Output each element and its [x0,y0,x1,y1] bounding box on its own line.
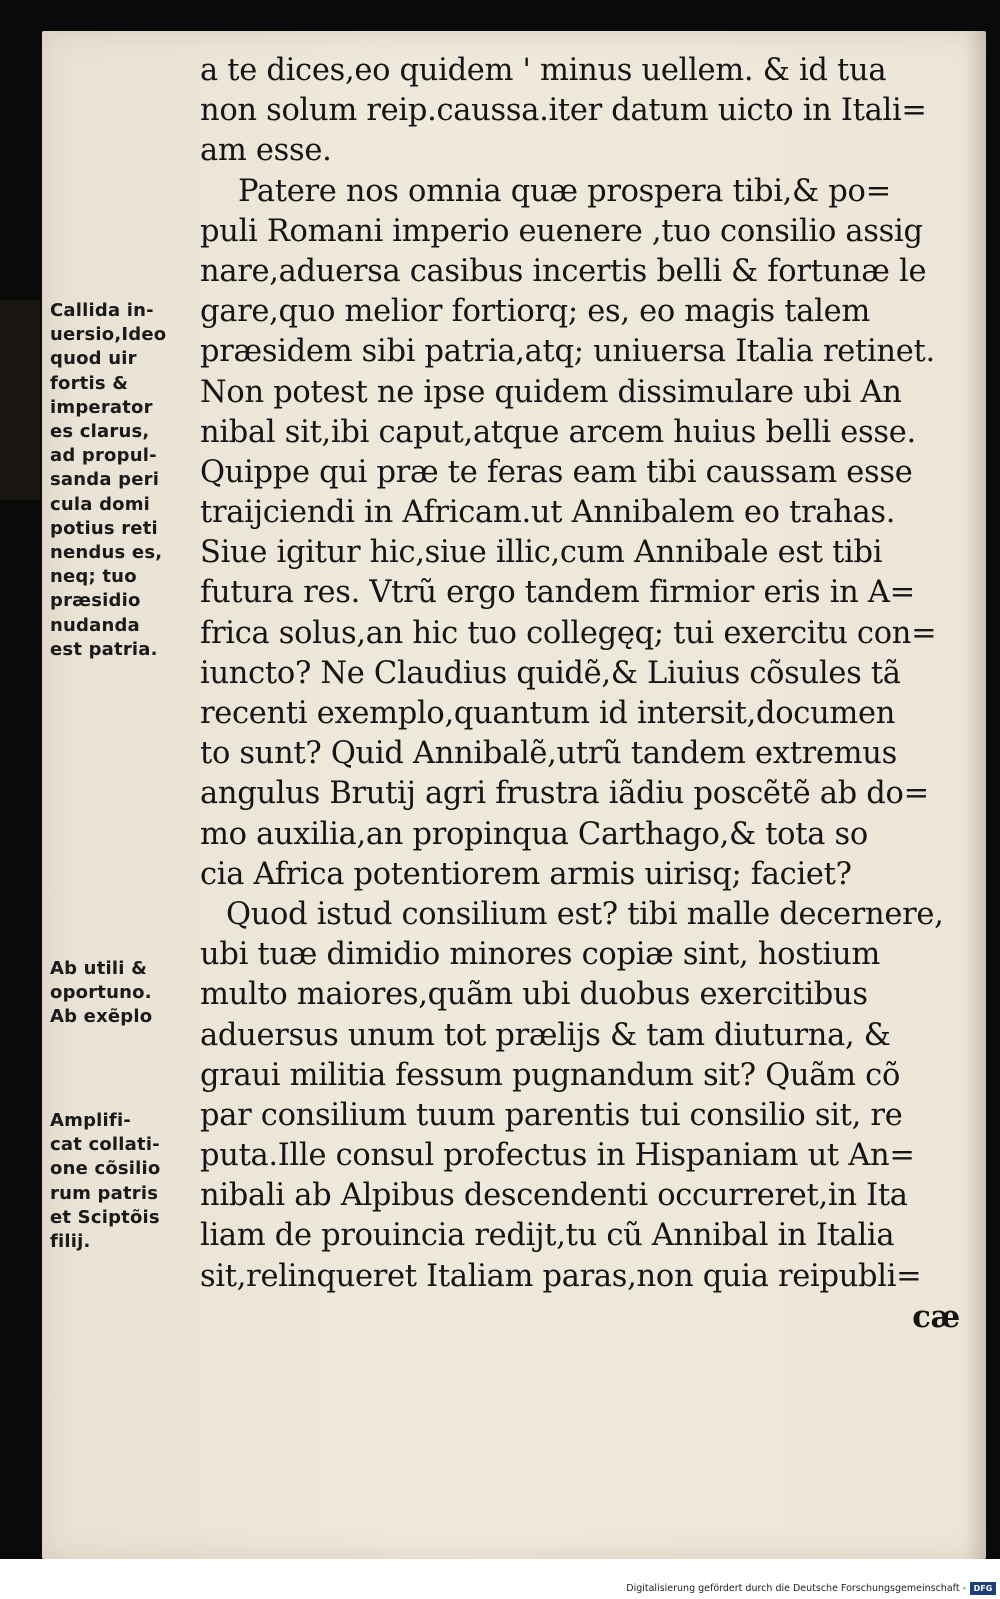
catchword: cæ [912,1298,960,1335]
text-line: angulus Brutij agri frustra iãdiu poscẽtẽ ab do= [200,776,929,812]
margin-note-line: est patria. [50,638,158,660]
text-line: frica solus,an hic tuo collegęq; tui exercitu con= [200,615,937,651]
footer-bar [0,1559,1000,1599]
previous-page-edge [0,300,40,500]
text-line: to sunt? Quid Annibalẽ,utrũ tandem extremus [200,736,897,772]
text-line: ubi tuæ dimidio minores copiæ sint, hostium [200,937,880,973]
margin-note-line: nudanda [50,614,140,636]
book-page [42,31,986,1559]
text-line: non solum reip.caussa.iter datum uicto in Itali= [200,93,927,129]
body-text [200,51,970,1337]
text-line: a te dices,eo quidem ' minus uellem. & id tua [200,53,887,88]
margin-note-callida [50,299,200,662]
margin-note-line: Ab exẽplo [50,1006,153,1028]
text-line: Non potest ne ipse quidem dissimulare ubi An [200,374,902,410]
margin-note-line: potius reti [50,517,158,539]
margin-note-ab-utili [50,957,200,1030]
text-line: sit,relinqueret Italiam paras,non quia reipubli= [200,1258,922,1294]
text-line: Quippe qui præ te feras eam tibi caussam esse [200,454,913,490]
text-line: multo maiores,quãm ubi duobus exercitibus [200,977,868,1013]
margin-note-line: one cõsilio [50,1158,161,1180]
margin-note-line: nendus es, [50,542,163,564]
text-line: recenti exemplo,quantum id intersit,documen [200,696,896,731]
margin-note-line: cat collati- [50,1134,160,1156]
margin-note-line: et Sciptõis [50,1206,160,1228]
margin-note-line: cula domi [50,493,151,515]
text-line: puli Romani imperio euenere ,tuo consilio assig [200,213,923,249]
dfg-logo-icon: DFG [970,1582,996,1595]
text-line: nare,aduersa casibus incertis belli & fortunæ le [200,253,927,289]
margin-note-line: neq; tuo [50,566,137,588]
margin-note-line: oportuno. [50,982,152,1004]
text-line: Patere nos omnia quæ prospera tibi,& po= [238,173,891,209]
text-line: traijciendi in Africam.ut Annibalem eo trahas. [200,495,896,531]
text-line: aduersus unum tot prælijs & tam diuturna, & [200,1017,891,1053]
text-line: nibali ab Alpibus descendenti occurreret,in Ita [200,1178,908,1214]
margin-note-amplificat [50,1109,200,1254]
margin-note-line: fortis & [50,372,129,394]
text-line: am esse. [200,133,332,169]
text-line: nibal sit,ibi caput,atque arcem huius belli esse. [200,414,916,450]
margin-note-line: uersio,Ideo [50,324,167,346]
text-line: cia Africa potentiorem armis uirisq; faciet? [200,856,852,892]
margin-note-line: Ab utili & [50,958,147,979]
text-line: iuncto? Ne Claudius quidẽ,& Liuius cõsules tã [200,655,901,691]
text-line: puta.Ille consul profectus in Hispaniam ut An= [200,1138,915,1174]
margin-note-line: imperator [50,396,153,418]
text-line: par consilium tuum parentis tui consilio sit, re [200,1097,903,1133]
text-line: mo auxilia,an propinqua Carthago,& tota so [200,816,868,852]
margin-note-line: filij. [50,1231,91,1253]
funding-credit: Digitalisierung gefördert durch die Deutsche Forschungsgemeinschaft - [626,1583,966,1594]
text-line: Siue igitur hic,siue illic,cum Annibale est tibi [200,535,883,571]
margin-note-line: es clarus, [50,421,150,443]
margin-note-line: sanda peri [50,469,160,491]
text-line: præsidem sibi patria,atq; uniuersa Italia retinet. [200,334,935,370]
margin-note-line: præsidio [50,590,141,612]
margin-note-line: rum patris [50,1182,159,1204]
text-line: futura res. Vtrũ ergo tandem firmior eris in A= [200,575,915,611]
margin-note-line: Amplifi- [50,1110,131,1131]
text-line: graui militia fessum pugnandum sit? Quãm cõ [200,1057,901,1093]
margin-note-line: ad propul- [50,445,157,467]
margin-note-line: quod uir [50,348,137,370]
text-line: gare,quo melior fortiorq; es, eo magis talem [200,294,870,330]
text-line: liam de prouincia redijt,tu cũ Annibal in Italia [200,1218,895,1254]
text-line: Quod istud consilium est? tibi malle decernere, [226,896,944,932]
margin-note-line: Callida in- [50,300,154,321]
